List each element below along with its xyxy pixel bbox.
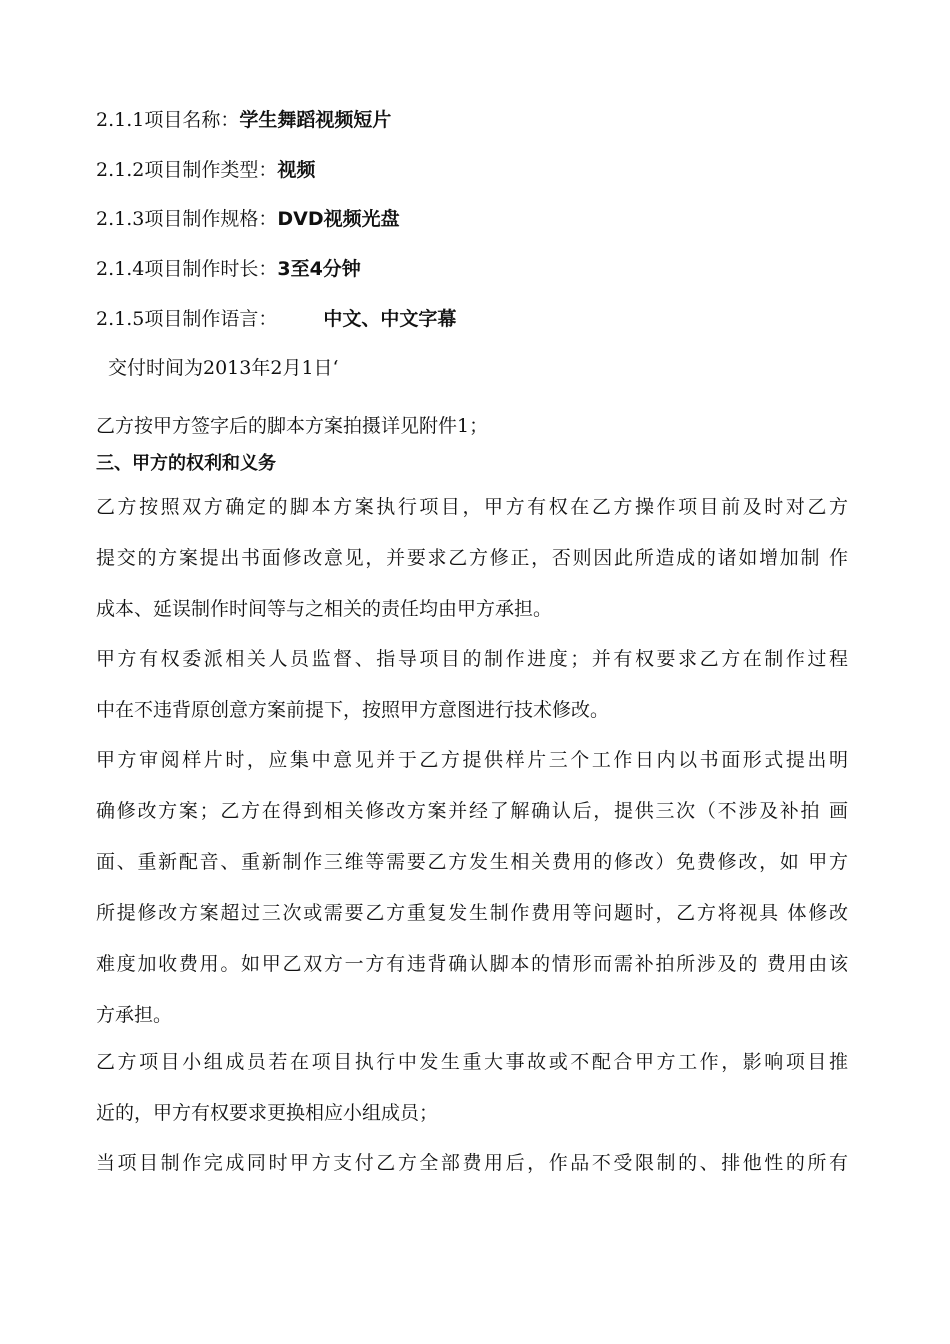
paragraph-line: 面、重新配音、重新制作三维等需要乙方发生相关费用的修改）免费修改，如 甲方 [96, 851, 848, 873]
paragraph-line: 近的，甲方有权要求更换相应小组成员； [96, 1102, 439, 1124]
item-value: 中文、中文字幕 [323, 308, 457, 330]
item-label: 2.1.1项目名称： [96, 109, 240, 131]
paragraph-line: 所提修改方案超过三次或需要乙方重复发生制作费用等问题时，乙方将视具 体修改 [96, 902, 848, 924]
item-value: DVD视频光盘 [277, 208, 400, 230]
paragraph-line: 乙方按照双方确定的脚本方案执行项目，甲方有权在乙方操作项目前及时对乙方 [96, 496, 848, 518]
paragraph-line: 提交的方案提出书面修改意见，并要求乙方修正，否则因此所造成的诸如增加制 作 [96, 547, 848, 569]
item-value: 视频 [277, 159, 316, 181]
item-project-language [96, 307, 456, 331]
paragraph-line: 中在不违背原创意方案前提下，按照甲方意图进行技术修改。 [96, 699, 610, 721]
section-heading: 三、甲方的权利和义务 [96, 453, 276, 474]
delivery-time: 交付时间为2013年2月1日‘ [108, 357, 339, 379]
item-project-type [96, 158, 315, 182]
item-project-duration [96, 257, 361, 281]
paragraph-line: 乙方项目小组成员若在项目执行中发生重大事故或不配合甲方工作，影响项目推 [96, 1051, 848, 1073]
paragraph-line: 当项目制作完成同时甲方支付乙方全部费用后，作品不受限制的、排他性的所有 [96, 1152, 848, 1174]
item-project-name [96, 108, 391, 132]
item-value: 3至4分钟 [277, 258, 361, 280]
paragraph-line: 甲方审阅样片时，应集中意见并于乙方提供样片三个工作日内以书面形式提出明 [96, 749, 848, 771]
item-label: 2.1.2项目制作类型： [96, 159, 278, 181]
item-label: 2.1.3项目制作规格： [96, 208, 278, 230]
paragraph-line: 方承担。 [96, 1004, 173, 1026]
paragraph-2 [96, 634, 848, 736]
paragraph-1 [96, 482, 848, 635]
paragraph-line: 难度加收费用。如甲乙双方一方有违背确认脚本的情形而需补拍所涉及的 费用由该 [96, 953, 848, 975]
paragraph-5 [96, 1138, 848, 1189]
item-label: 2.1.5项目制作语言： [96, 308, 278, 330]
paragraph-line: 确修改方案；乙方在得到相关修改方案并经了解确认后，提供三次（不涉及补拍 画 [96, 800, 848, 822]
script-note: 乙方按甲方签字后的脚本方案拍摄详见附件1； [96, 415, 489, 437]
item-project-spec [96, 207, 400, 231]
item-label: 2.1.4项目制作时长： [96, 258, 278, 280]
paragraph-line: 甲方有权委派相关人员监督、指导项目的制作进度；并有权要求乙方在制作过程 [96, 648, 848, 670]
paragraph-4 [96, 1037, 848, 1139]
item-value: 学生舞蹈视频短片 [239, 109, 392, 131]
paragraph-line: 成本、延误制作时间等与之相关的责任均由甲方承担。 [96, 598, 553, 620]
paragraph-3 [96, 735, 848, 1041]
